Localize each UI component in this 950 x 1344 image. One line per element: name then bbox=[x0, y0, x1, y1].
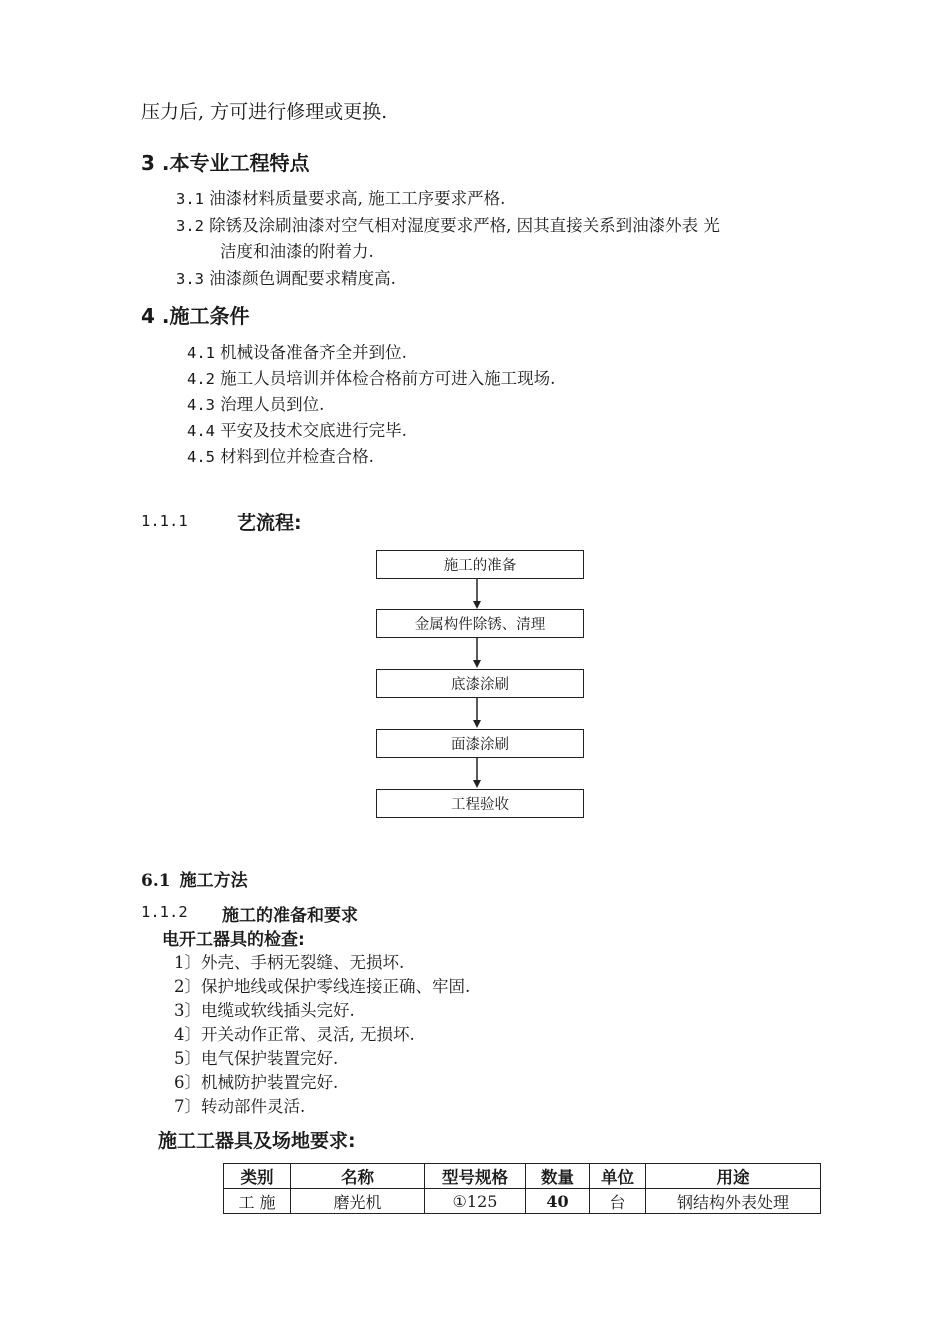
section-4-heading: 4 .施工条件 bbox=[141, 304, 250, 328]
list-item: 3〕电缆或软线插头完好. bbox=[174, 1001, 355, 1020]
column-header: 类别 bbox=[224, 1164, 291, 1189]
flow-step-acceptance: 工程验收 bbox=[376, 789, 584, 818]
list-item bbox=[187, 365, 555, 389]
item-text: 油漆材料质量要求高, 施工工序要求严格. bbox=[209, 189, 506, 208]
flow-arrow-down-icon bbox=[470, 758, 484, 788]
subsection-title: 施工的准备和要求 bbox=[222, 906, 358, 926]
item-text: 材料到位并检查合格. bbox=[220, 447, 374, 466]
list-item bbox=[176, 185, 505, 209]
section-number: 6.1 bbox=[141, 871, 171, 891]
flow-arrow-down-icon bbox=[470, 698, 484, 728]
list-item bbox=[187, 339, 407, 363]
item-number: 3.3 bbox=[176, 270, 204, 288]
list-item: 5〕电气保护装置完好. bbox=[174, 1049, 339, 1068]
list-item: 7〕转动部件灵活. bbox=[174, 1097, 306, 1116]
item-text: 施工人员培训并体检合格前方可进入施工现场. bbox=[220, 369, 556, 388]
page-cut-mask bbox=[215, 1214, 835, 1224]
subsection-number: 1.1.2 bbox=[141, 903, 188, 921]
item-text: 平安及技术交底进行完毕. bbox=[220, 421, 407, 440]
item-number: 4.4 bbox=[187, 422, 215, 440]
flow-arrow-down-icon bbox=[470, 579, 484, 609]
section-3-heading: 3 .本专业工程特点 bbox=[141, 151, 310, 175]
list-item bbox=[176, 212, 720, 236]
flow-step-rust-removal: 金属构件除锈、清理 bbox=[376, 609, 584, 638]
process-number: 1.1.1 bbox=[141, 512, 188, 530]
item-text: 机械设备准备齐全并到位. bbox=[220, 343, 407, 362]
item-number: 4.1 bbox=[187, 344, 215, 362]
tools-table bbox=[223, 1163, 821, 1214]
list-item: 2〕保护地线或保护零线连接正确、牢固. bbox=[174, 977, 471, 996]
list-item: 6〕机械防护装置完好. bbox=[174, 1073, 339, 1092]
tools-requirements-heading: 施工工器具及场地要求: bbox=[158, 1130, 356, 1152]
table-cell: 钢结构外表处理 bbox=[646, 1189, 821, 1214]
table-cell: 40 bbox=[526, 1189, 590, 1214]
item-text-continuation: 洁度和油漆的附着力. bbox=[220, 242, 374, 261]
table-cell: ①125 bbox=[425, 1189, 526, 1214]
item-number: 4.3 bbox=[187, 396, 215, 414]
tools-check-heading: 电开工器具的检查: bbox=[162, 930, 305, 950]
list-item: 1〕外壳、手柄无裂缝、无损坏. bbox=[174, 953, 405, 972]
column-header: 名称 bbox=[291, 1164, 425, 1189]
item-text: 治理人员到位. bbox=[220, 395, 325, 414]
list-item bbox=[176, 265, 396, 289]
item-number: 3.2 bbox=[176, 217, 204, 235]
list-item bbox=[187, 391, 324, 415]
section-6-1-heading bbox=[141, 866, 248, 891]
list-item bbox=[187, 417, 407, 441]
table-cell: 工 施 bbox=[224, 1189, 291, 1214]
section-title: 施工方法 bbox=[179, 871, 248, 891]
intro-line: 压力后, 方可进行修理或更换. bbox=[141, 101, 388, 123]
table-row bbox=[224, 1189, 821, 1214]
table-header-row bbox=[224, 1164, 821, 1189]
process-title: 艺流程: bbox=[237, 512, 302, 534]
item-text: 油漆颜色调配要求精度高. bbox=[209, 269, 396, 288]
item-number: 3.1 bbox=[176, 190, 204, 208]
item-number: 4.2 bbox=[187, 370, 215, 388]
table-cell: 磨光机 bbox=[291, 1189, 425, 1214]
list-item bbox=[187, 443, 374, 467]
column-header: 单位 bbox=[590, 1164, 646, 1189]
column-header: 型号规格 bbox=[425, 1164, 526, 1189]
flow-step-preparation: 施工的准备 bbox=[376, 550, 584, 579]
table-cell: 台 bbox=[590, 1189, 646, 1214]
flow-arrow-down-icon bbox=[470, 638, 484, 668]
item-number: 4.5 bbox=[187, 448, 215, 466]
flow-step-primer: 底漆涂刷 bbox=[376, 669, 584, 698]
column-header: 数量 bbox=[526, 1164, 590, 1189]
flow-step-topcoat: 面漆涂刷 bbox=[376, 729, 584, 758]
column-header: 用途 bbox=[646, 1164, 821, 1189]
list-item: 4〕开关动作正常、灵活, 无损坏. bbox=[174, 1025, 415, 1044]
item-text: 除锈及涂刷油漆对空气相对湿度要求严格, 因其直接关系到油漆外表 光 bbox=[209, 216, 720, 235]
